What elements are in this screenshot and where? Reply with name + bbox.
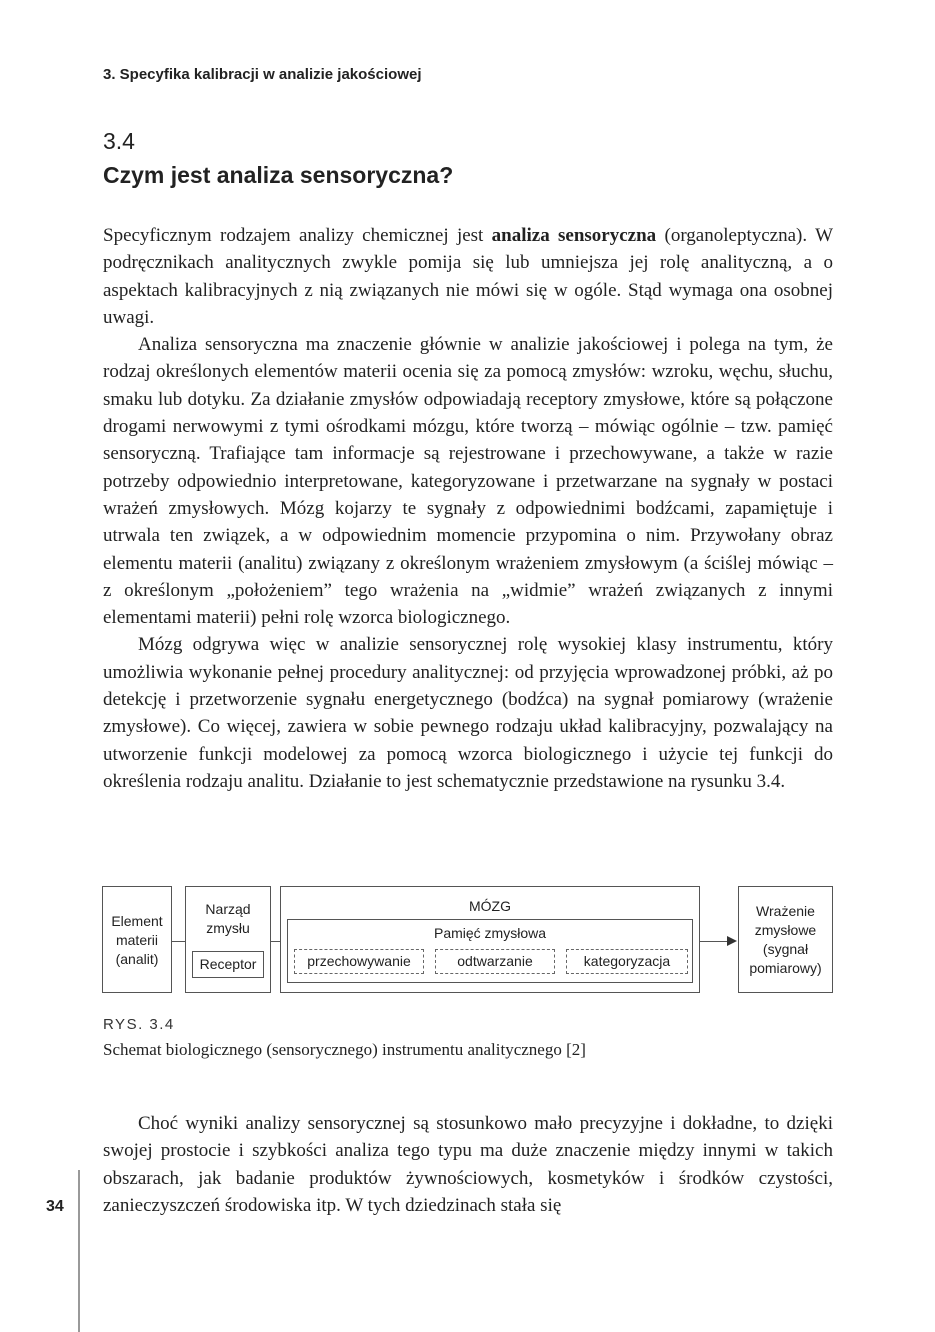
brain-box: MÓZG Pamięć zmysłowa przechowywanie odtwarzanie kategoryzacja: [280, 886, 700, 993]
running-head: 3. Specyfika kalibracji w analizie jakościowej: [103, 66, 422, 83]
output-box: Wrażenie zmysłowe (sygnał pomiarowy): [738, 886, 833, 993]
margin-rule: [78, 1170, 80, 1332]
section-title: Czym jest analiza sensoryczna?: [103, 162, 454, 188]
section-number: 3.4: [103, 128, 135, 154]
figure-caption: Schemat biologicznego (sensorycznego) instrumentu analitycznego [2]: [103, 1040, 586, 1059]
element-box: Element materii (analit): [102, 886, 172, 993]
memory-box: Pamięć zmysłowa przechowywanie odtwarzanie kategoryzacja: [287, 919, 693, 983]
recall-box: odtwarzanie: [435, 949, 555, 974]
connector-line: [172, 941, 185, 942]
paragraph-2: Analiza sensoryczna ma znaczenie głównie w analizie jakościowej i polega na tym, że rodzaj określonych elementów materii ocenia się za pomocą zmysłów: wzroku, węchu, słuchu, smaku lub dotyku. Za działanie zmysłów odpowiadają receptory zmysłowe, które są połączone drogami nerwowymi z tymi ośrodkami mózgu, które tworzą – mówiąc ogólnie – tzw. pamięć sensoryczną. Trafiające tam informacje są rejestrowane i przechowywane, a także w razie potrzeby odpowiednio interpretowane, kategoryzowane i przetwarzane na sygnały w postaci wrażeń zmysłowych. Mózg kojarzy te sygnały z odpowiednimi bodźcami, zapamiętuje i utrwala ten związek, a w odpowiednim momencie przypomina o nim. Przywołany obraz elementu materii (analitu) związany z określonym wrażeniem zmysłowym (a ściślej mówiąc – z określonym „położeniem” tego wrażenia na „widmie” wrażeń związanych z innymi elementami materii) pełni rolę wzorca biologicznego.: [103, 334, 833, 629]
paragraph-1: Specyficznym rodzajem analizy chemicznej jest analiza sensoryczna (organoleptyczna). W podręcznikach analitycznych zwykle pomija się lub umniejsza jej rolę analityczną, a o aspektach kalibracyjnych z nią związanych nie mówi się w ogóle. Stąd wymaga ona osobnej uwagi.: [103, 225, 834, 328]
organ-box: Narząd zmysłu Receptor: [185, 886, 271, 993]
arrow-head-icon: [727, 936, 737, 946]
bold-term: analiza sensoryczna: [491, 225, 657, 246]
categorization-box: kategoryzacja: [566, 949, 688, 974]
paragraph-3: Mózg odgrywa więc w analizie sensorycznej rolę wysokiej klasy instrumentu, który umożliwia wykonanie pełnej procedury analitycznej: od przyjęcia wprowadzonej próbki, aż po detekcję i przetworzenie sygnału energetycznego (bodźca) na sygnał pomiarowy (wrażenie zmysłowe). Co więcej, zawiera w sobie pewnego rodzaju układ kalibracyjny, pozwalający na utworzenie funkcji modelowej za pomocą wzorca biologicznego i użycie tej funkcji do określenia rodzaju analitu. Działanie to jest schematycznie przedstawione na rysunku 3.4.: [103, 634, 833, 792]
storing-box: przechowywanie: [294, 949, 424, 974]
body-text-bottom: [103, 1110, 833, 1219]
connector-line: [271, 941, 280, 942]
body-text-top: [103, 222, 833, 795]
paragraph-4: Choć wyniki analizy sensorycznej są stosunkowo mało precyzyjne i dokładne, to dzięki swojej prostocie i szybkości analiza tego typu ma duże znaczenie między innymi w takich obszarach, jak badanie produktów żywnościowych, kosmetyków i środków czystości, zanieczyszczeń środowiska itp. W tych dziedzinach stała się: [103, 1113, 833, 1216]
page-number: 34: [46, 1198, 64, 1215]
arrow-line: [700, 941, 728, 942]
receptor-box: Receptor: [192, 951, 264, 978]
figure-label: RYS. 3.4: [103, 1016, 175, 1033]
